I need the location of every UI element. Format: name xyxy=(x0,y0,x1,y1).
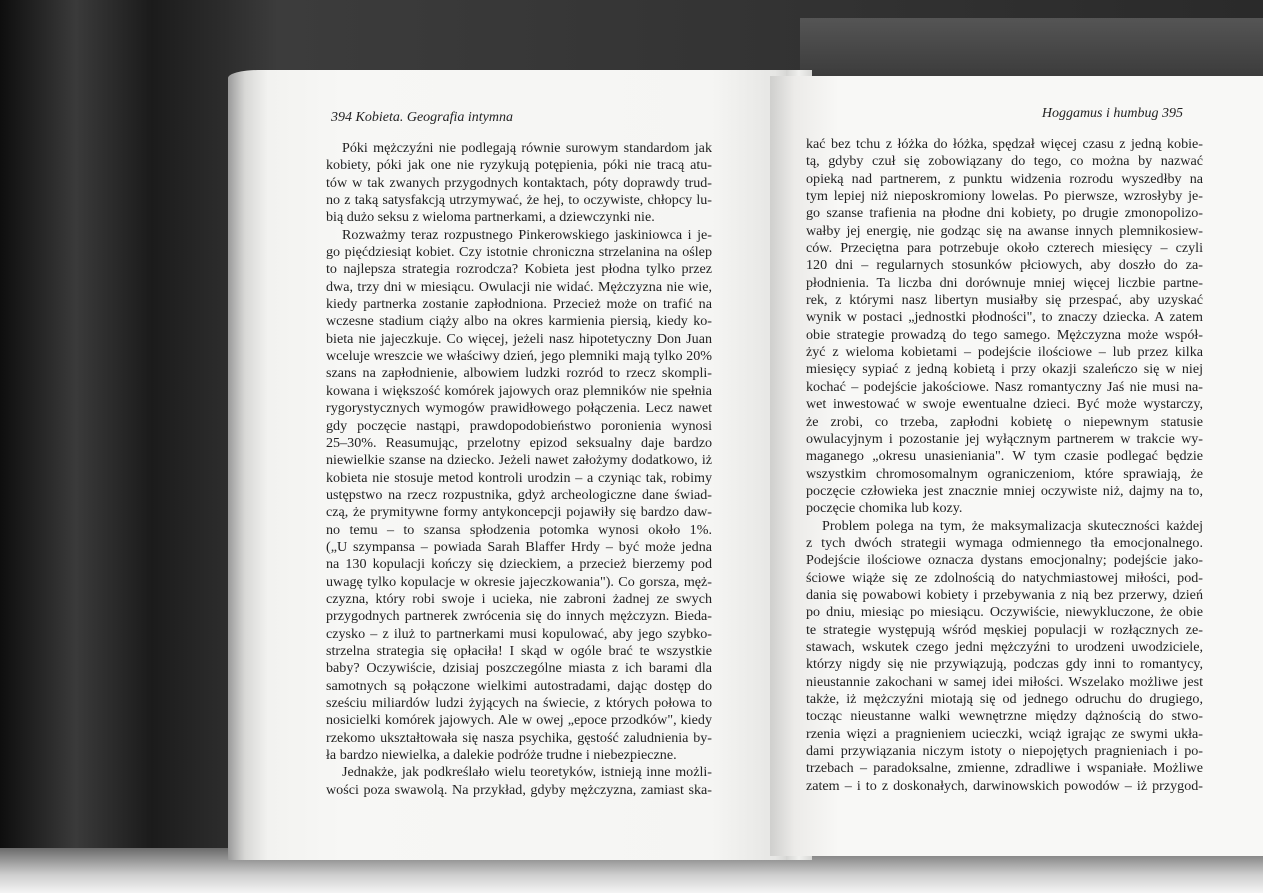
text-line: kiedy partnerka zostanie zapłodniona. Przecież może on trafić na xyxy=(326,296,712,313)
text-line: na 130 kopulacji kończy się dzieckiem, a przecież bierzemy pod xyxy=(326,556,712,573)
text-line: kowana i większość komórek jajowych oraz plemników nie spełnia xyxy=(326,382,712,399)
text-line: z tych dwóch strategii wymaga odmiennego tła emocjonalnego. xyxy=(806,534,1203,551)
left-page-text xyxy=(326,140,712,799)
text-line: ców. Przeciętna para potrzebuje około czterech miesięcy – czyli xyxy=(806,240,1203,257)
text-line: czysko – z iluż to partnerkami musi kopulować, aby jego szybko- xyxy=(326,625,712,642)
text-line: dania się powabowi kobiety i przebywania z nią bez przerwy, dzień xyxy=(806,586,1203,603)
text-line: dami przywiązania niczym istoty o niepojętych pragnieniach i po- xyxy=(806,743,1203,760)
text-line: gdy poczęcie nastąpi, prawdopodobieństwo poronienia wynosi xyxy=(326,417,712,434)
text-line: kochać – podejście jakościowe. Nasz romantyczny Jaś nie musi na- xyxy=(806,378,1203,395)
text-line: tym lepiej niż nieposkromiony lowelas. Po pierwsze, wzrosłyby je- xyxy=(806,188,1203,205)
text-line: go szanse trafienia na płodne dni kobiety, po drugie zmonopolizo- xyxy=(806,205,1203,222)
text-line: tów w tak zwanych przygodnych kontaktach, póty doprawdy trud- xyxy=(326,174,712,191)
text-line: opieką nad partnerem, z punktu widzenia rozrodu wyszedłby na xyxy=(806,170,1203,187)
text-line: szans na zapłodnienie, albowiem ludzki rozród to rzecz skompli- xyxy=(326,365,712,382)
text-line: baby? Oczywiście, dzisiaj poszczególne miasta z ich barami dla xyxy=(326,660,712,677)
text-line: bieta nie jajeczkuje. Co więcej, jeżeli nasz hipotetyczny Don Juan xyxy=(326,330,712,347)
text-line: wet inwestować w swoje ewentualne dzieci. Być może wystarczy, xyxy=(806,396,1203,413)
text-line: czą, że prymitywne formy antykoncepcji pojawiły się bardzo daw- xyxy=(326,504,712,521)
text-line: bią dużo seksu z wieloma partnerkami, a dziewczynki nie. xyxy=(326,209,655,226)
right-running-head: Hoggamus i humbug 395 xyxy=(1041,106,1183,121)
text-line: kobieta nie stosuje metod kontroli urodzin – a czyniąc tak, robimy xyxy=(326,469,712,486)
text-line: owulacyjnym i pozostanie jej wyłącznym partnerem w trakcie wy- xyxy=(806,430,1203,447)
text-line: także, iż mężczyźni miotają się od jednego odruchu do drugiego, xyxy=(806,691,1203,707)
text-line: przygodnych partnerek zwrócenia się do innych mężczyzn. Bieda- xyxy=(326,608,712,625)
text-line: kać bez tchu z łóżka do łóżka, spędzał więcej czasu z jedną kobie- xyxy=(806,136,1203,152)
text-line: Póki mężczyźni nie podlegają równie surowym standardom jak xyxy=(342,140,712,156)
text-line: którzy nigdy się nie przywiązują, podczas gdy inni to romantycy, xyxy=(806,656,1203,673)
right-page xyxy=(770,76,1263,856)
right-page-text xyxy=(806,136,1203,795)
text-line: wceluje wreszcie we właściwy dzień, jego plemniki mają tylko 20% xyxy=(326,348,712,365)
text-line: strzelna strategia się opłaciła! I skąd w ogóle brać te wszystkie xyxy=(326,642,712,659)
text-line: miesięcy sypiać z jedną kobietą i przy okazji szaleńczo się w niej xyxy=(806,361,1203,378)
text-line: płodnienia. Ta liczba dni dorównuje mniej więcej liczbie partne- xyxy=(806,274,1203,291)
text-line: Podejście ilościowe oznacza dystans emocjonalny; podejście jako- xyxy=(806,552,1203,569)
text-line: poczęcie człowieka jest znacznie mniej oczywiste niż, dajmy na to, xyxy=(806,482,1203,499)
left-running-head: 394 Kobieta. Geografia intymna xyxy=(331,110,513,125)
text-line: samotnych są połączone wielkimi autostradami, dając dostęp do xyxy=(326,677,712,694)
text-line: no z taką satysfakcją utrzymywać, że hej, to oczywiste, chłopcy lu- xyxy=(326,192,712,209)
text-line: wczesne stadium ciąży albo na okres karmienia piersią, kiedy ko- xyxy=(326,313,712,330)
text-line: żyć z wieloma kobietami – podejście ilościowe – lub przez kilka xyxy=(806,344,1203,361)
text-line: („U szympansa – powiada Sarah Blaffer Hrdy – być może jedna xyxy=(326,538,712,555)
text-line: ustępstwo na rzecz rozpustnika, gdyż archeologiczne dane świad- xyxy=(326,486,712,503)
text-line: sześciu miliardów ludzi żyjących na świecie, z których połowa to xyxy=(326,695,712,711)
text-line: nieustannie zakochani w samej idei miłości. Wszelako możliwe jest xyxy=(806,673,1203,690)
text-line: trzebach – paradoksalne, zmienne, zdradliwe i wspaniałe. Możliwe xyxy=(806,760,1203,777)
text-line: uwagę tylko kopulacje w okresie jajeczkowania"). Co gorsza, męż- xyxy=(326,573,712,590)
text-line: rygorystycznych wymogów prawidłowego połączenia. Lecz nawet xyxy=(326,400,712,417)
text-line: rzenia więzi a pragnieniem ucieczki, wciąż igrając ze swymi ukła- xyxy=(806,725,1203,742)
text-line: kobiety, póki jak one nie ryzykują potępienia, póki nie tracą atu- xyxy=(326,157,712,174)
text-line: te strategie występują wśród męskiej populacji w rozłącznych ze- xyxy=(806,621,1203,638)
text-line: dwa, trzy dni w miesiącu. Owulacji nie widać. Mężczyzna nie wie, xyxy=(326,278,712,295)
text-line: rzekomo ukształtowała się nasza psychika, gęstość zaludnienia by- xyxy=(326,729,712,746)
text-line: wałby jej energię, nie godząc się na awanse innych plemnikosiew- xyxy=(806,222,1203,239)
text-line: 25–30%. Reasumując, przelotny epizod seksualny daje bardzo xyxy=(326,434,712,451)
text-line: maganego „okresu unasieniania". W tym czasie podlegać będzie xyxy=(806,448,1203,465)
text-line: to najlepsza strategia rozrodcza? Kobieta jest płodna tylko przez xyxy=(326,261,712,278)
text-line: stawach, wskutek czego jedni mężczyźni to urodzeni uwodziciele, xyxy=(806,638,1203,655)
text-line: rek, z którymi nasz libertyn musiałby się przespać, aby uzyskać xyxy=(806,292,1203,309)
text-line: wynik w postaci „jednostki płodności", to znaczy dziecka. A zatem xyxy=(806,309,1203,326)
text-line: tocząc nieustanne walki wewnętrzne między dążnością do stwo- xyxy=(806,708,1203,725)
text-line: 120 dni – regularnych stosunków płciowych, aby doszło do za- xyxy=(806,257,1203,274)
text-line: niewielkie szanse na dziecko. Jeżeli nawet założymy dodatkowo, iż xyxy=(326,452,712,469)
text-line: Problem polega na tym, że maksymalizacja skuteczności każdej xyxy=(822,517,1203,534)
left-page xyxy=(228,70,798,860)
text-line: tą, gdyby czuł się zobowiązany do tego, co można by nazwać xyxy=(806,153,1203,170)
text-line: nosicielki komórek jajowych. Ale w owej „epoce przodków", kiedy xyxy=(326,712,712,729)
text-line: wszystkim chromosomalnym ograniczeniom, które sprawiają, że xyxy=(806,465,1203,482)
text-line: poczęcie chomika lub kozy. xyxy=(806,500,963,517)
text-line: obie strategie prowadzą do tego samego. Mężczyzna może współ- xyxy=(806,326,1203,343)
text-line: czyzna, który robi swoje i ucieka, nie zabroni żadnej ze swych xyxy=(326,590,712,607)
text-line: że zrobi, co trzeba, zapłodni kobietę o niepewnym statusie xyxy=(806,413,1203,430)
text-line: ła bardzo niewielka, a dalekie podróże trudne i niebezpieczne. xyxy=(326,747,677,764)
text-line: Rozważmy teraz rozpustnego Pinkerowskiego jaskiniowca i je- xyxy=(342,226,712,243)
text-line: go pięćdziesiąt kobiet. Czy istotnie chroniczna strzelanina na oślep xyxy=(326,244,712,261)
text-line: no temu – to szansa spłodzenia potomka wynosi około 1%. xyxy=(326,521,712,538)
text-line: po dniu, miesiąc po miesiącu. Oczywiście, niewykluczone, że obie xyxy=(806,604,1203,621)
text-line: zatem – i to z doskonałych, darwinowskich powodów – iż przygod- xyxy=(806,777,1203,794)
text-line: wości poza swawolą. Na przykład, gdyby mężczyzna, zamiast ska- xyxy=(326,781,712,798)
text-line: Jednakże, jak podkreślało wielu teoretyków, istnieją inne możli- xyxy=(342,764,712,781)
scanner-shadow-top xyxy=(800,18,1263,78)
text-line: ściowe wiąże się ze zdolnością do natychmiastowej miłości, pod- xyxy=(806,569,1203,586)
